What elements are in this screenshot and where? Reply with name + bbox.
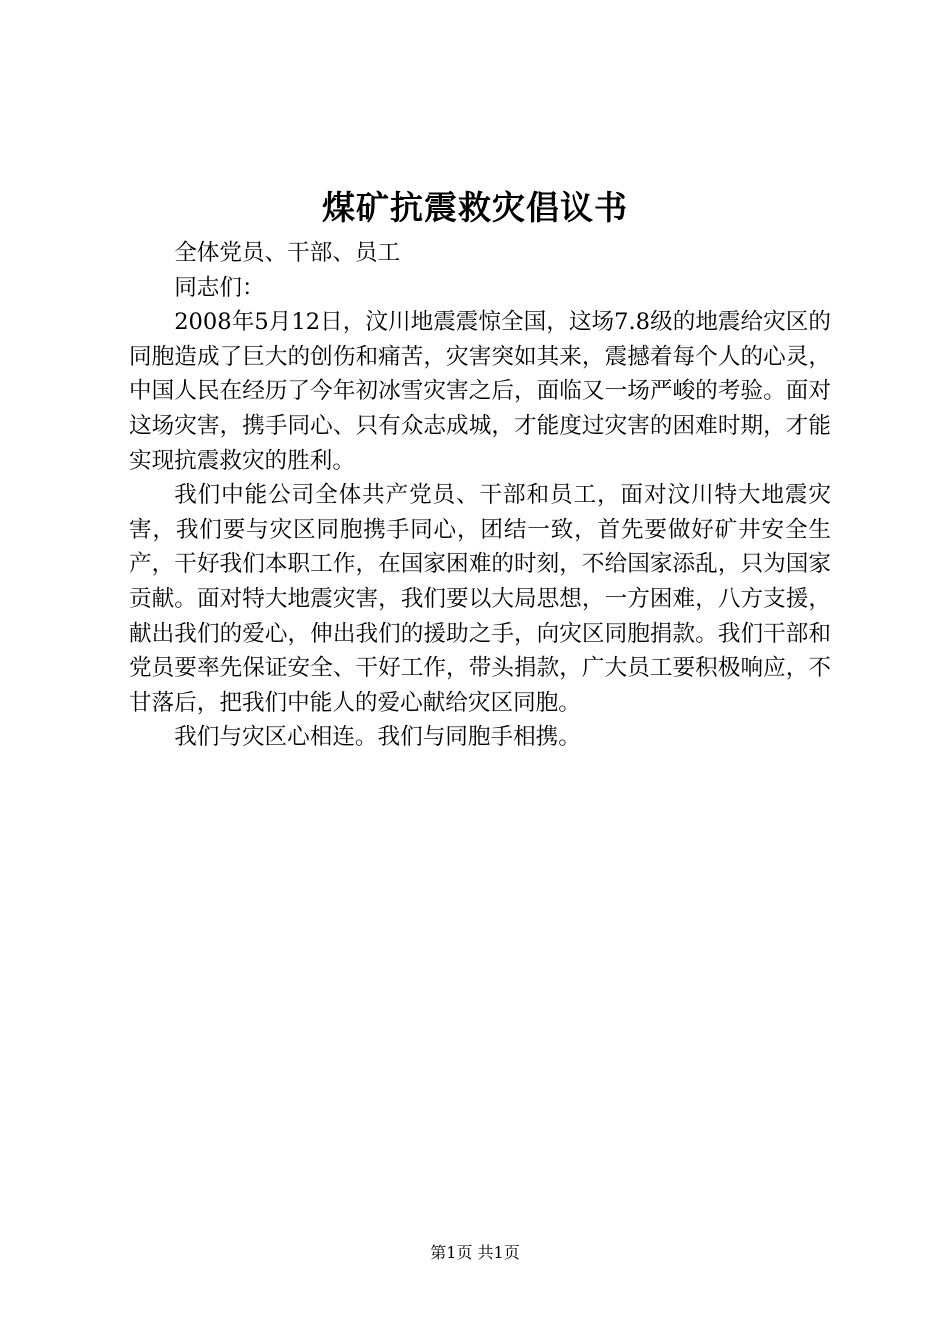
body-paragraph-3: 我们与灾区心相连。我们与同胞手相携。 [174,724,581,751]
greeting-line: 同志们： [174,274,265,301]
page-number: 第1页 [430,1243,473,1262]
page-footer [0,1241,950,1265]
body-paragraph-1: 2008年5月12日，汶川地震震惊全国，这场7.8级的地震给灾区的同胞造成了巨大的创伤和痛苦，灾害突如其来，震撼着每个人的心灵，中国人民在经历了今年初冰雪灾害之后，面临又一场严峻的考验。面对这场灾害，携手同心、只有众志成城，才能度过灾害的困难时期，才能实现抗震救灾的胜利。 [129,309,831,474]
document-body [129,236,831,755]
page-total: 共1页 [477,1243,520,1262]
document-title: 煤矿抗震救灾倡议书 [322,188,628,227]
salutation-line: 全体党员、干部、员工 [174,240,401,266]
body-paragraph-2: 我们中能公司全体共产党员、干部和员工，面对汶川特大地震灾害，我们要与灾区同胞携手同心，团结一致，首先要做好矿井安全生产，干好我们本职工作，在国家困难的时刻，不给国家添乱，只为国家贡献。面对特大地震灾害，我们要以大局思想，一方困难，八方支援，献出我们的爱心，伸出我们的援助之手，向灾区同胞捐款。我们干部和党员要率先保证安全、干好工作，带头捐款，广大员工要积极响应，不甘落后，把我们中能人的爱心献给灾区同胞。 [129,482,831,716]
